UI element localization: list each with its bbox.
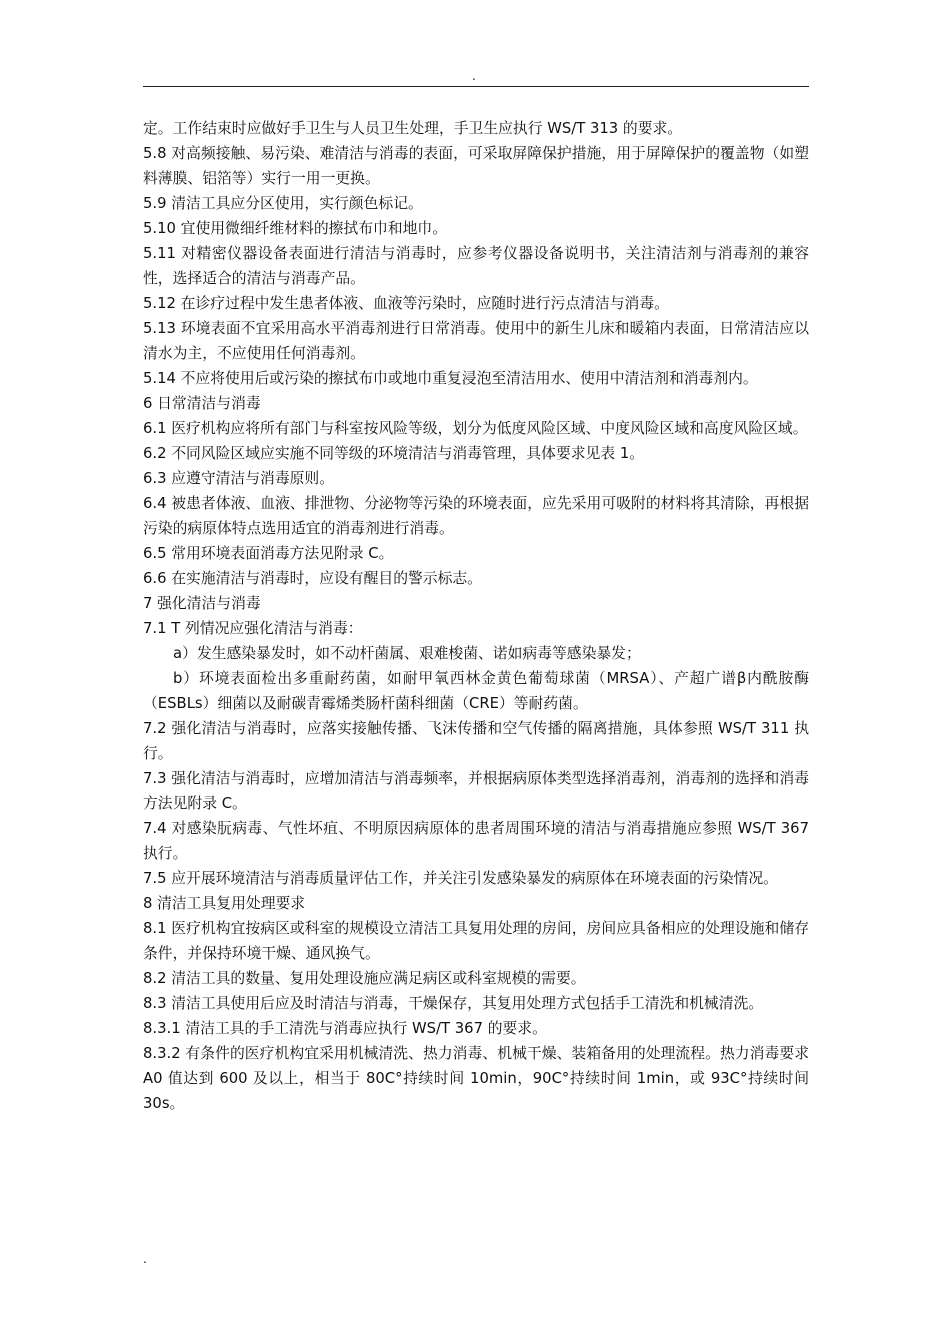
clause-7-3: 7.3 强化清洁与消毒时，应增加清洁与消毒频率，并根据病原体类型选择消毒剂，消毒剂的选择和消毒方法见附录 C。 <box>143 770 809 812</box>
clause-5-11: 5.11 对精密仪器设备表面进行清洁与消毒时，应参考仪器设备说明书，关注清洁剂与消毒剂的兼容性，选择适合的清洁与消毒产品。 <box>143 245 809 287</box>
clause-6-2: 6.2 不同风险区域应实施不同等级的环境清洁与消毒管理，具体要求见表 1。 <box>143 445 645 462</box>
clause-7-4: 7.4 对感染朊病毒、气性坏疽、不明原因病原体的患者周围环境的清洁与消毒措施应参照 WS/T 367 执行。 <box>143 820 809 862</box>
clause-6-1: 6.1 医疗机构应将所有部门与科室按风险等级，划分为低度风险区域、中度风险区域和高度风险区域。 <box>143 420 808 437</box>
paragraph: 定。工作结束时应做好手卫生与人员卫生处理，手卫生应执行 WS/T 313 的要求。 <box>143 120 683 137</box>
clause-8-2: 8.2 清洁工具的数量、复用处理设施应满足病区或科室规模的需要。 <box>143 970 586 987</box>
clause-8-3: 8.3 清洁工具使用后应及时清洁与消毒，干燥保存，其复用处理方式包括手工清洗和机械清洗。 <box>143 995 764 1012</box>
clause-6-6: 6.6 在实施清洁与消毒时，应设有醒目的警示标志。 <box>143 570 482 587</box>
section-heading-6: 6 日常清洁与消毒 <box>143 395 261 412</box>
list-item-b: b）环境表面检出多重耐药菌，如耐甲氧西林金黄色葡萄球菌（MRSA）、产超广谱β内酰胺酶（ESBLs）细菌以及耐碳青霉烯类肠杆菌科细菌（CRE）等耐药菌。 <box>143 670 809 712</box>
footer-mark: . <box>143 1252 147 1266</box>
clause-8-3-2: 8.3.2 有条件的医疗机构宜采用机械清洗、热力消毒、机械干燥、装箱备用的处理流程。热力消毒要求 A0 值达到 600 及以上，相当于 80C°持续时间 10min，90C°持续时间 1min，或 93C°持续时间 30s。 <box>143 1045 809 1112</box>
clause-7-5: 7.5 应开展环境清洁与消毒质量评估工作，并关注引发感染暴发的病原体在环境表面的污染情况。 <box>143 870 778 887</box>
list-item-a: a）发生感染暴发时，如不动杆菌属、艰难梭菌、诺如病毒等感染暴发； <box>173 645 641 662</box>
clause-6-5: 6.5 常用环境表面消毒方法见附录 C。 <box>143 545 394 562</box>
clause-5-8: 5.8 对高频接触、易污染、难清洁与消毒的表面，可采取屏障保护措施，用于屏障保护的覆盖物（如塑料薄膜、铝箔等）实行一用一更换。 <box>143 145 809 187</box>
clause-8-1: 8.1 医疗机构宜按病区或科室的规模设立清洁工具复用处理的房间，房间应具备相应的处理设施和储存条件，并保持环境干燥、通风换气。 <box>143 920 809 962</box>
clause-5-12: 5.12 在诊疗过程中发生患者体液、血液等污染时，应随时进行污点清洁与消毒。 <box>143 295 669 312</box>
clause-5-14: 5.14 不应将使用后或污染的擦拭布巾或地巾重复浸泡至清洁用水、使用中清洁剂和消毒剂内。 <box>143 370 758 387</box>
clause-5-10: 5.10 宜使用微细纤维材料的擦拭布巾和地巾。 <box>143 220 447 237</box>
clause-5-13: 5.13 环境表面不宜采用高水平消毒剂进行日常消毒。使用中的新生儿床和暖箱内表面，日常清洁应以清水为主，不应使用任何消毒剂。 <box>143 320 809 362</box>
header-mark: . <box>472 69 476 83</box>
section-heading-7: 7 强化清洁与消毒 <box>143 595 261 612</box>
clause-8-3-1: 8.3.1 清洁工具的手工清洗与消毒应执行 WS/T 367 的要求。 <box>143 1020 547 1037</box>
header-divider <box>143 86 809 87</box>
clause-7-1: 7.1 T 列情况应强化清洁与消毒： <box>143 620 363 637</box>
clause-5-9: 5.9 清洁工具应分区使用，实行颜色标记。 <box>143 195 423 212</box>
clause-7-2: 7.2 强化清洁与消毒时，应落实接触传播、飞沫传播和空气传播的隔离措施，具体参照 WS/T 311 执行。 <box>143 720 809 762</box>
clause-6-3: 6.3 应遵守清洁与消毒原则。 <box>143 470 335 487</box>
clause-6-4: 6.4 被患者体液、血液、排泄物、分泌物等污染的环境表面，应先采用可吸附的材料将其清除，再根据污染的病原体特点选用适宜的消毒剂进行消毒。 <box>143 495 809 537</box>
document-body <box>143 116 809 1116</box>
section-heading-8: 8 清洁工具复用处理要求 <box>143 895 306 912</box>
